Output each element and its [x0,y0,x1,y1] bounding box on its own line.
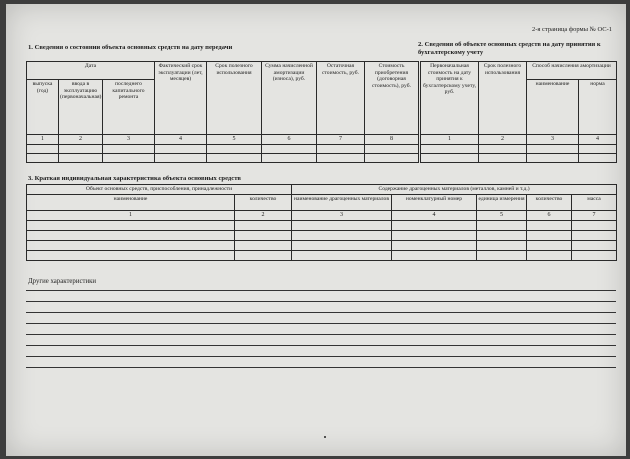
input-cell[interactable] [392,240,477,250]
column-number: 2 [479,135,527,145]
header-unit: единица измерения [477,194,527,210]
input-cell[interactable] [421,154,479,163]
header-depreciation-method: Способ начисления амортизации [527,62,617,80]
column-number: 3 [527,135,579,145]
column-number: 1 [27,210,235,220]
section1-title: 1. Сведения о состоянии объекта основных средств на дату передачи [28,44,233,51]
input-cell[interactable] [572,250,617,260]
column-number: 3 [292,210,392,220]
column-number: 2 [235,210,292,220]
input-cell[interactable] [572,220,617,230]
input-cell[interactable] [527,230,572,240]
input-cell[interactable] [392,250,477,260]
header-initial-cost: Первоначальная стоимость на дату принятия к бухгалтерскому учету, руб. [421,62,479,135]
input-cell[interactable] [27,230,235,240]
input-cell[interactable] [579,145,617,154]
input-cell[interactable] [103,145,155,154]
input-cell[interactable] [235,230,292,240]
page-label: 2-я страница формы № ОС-1 [532,26,612,33]
header-date: Дата [27,62,155,80]
input-cell[interactable] [572,240,617,250]
input-cell[interactable] [292,230,392,240]
column-number: 6 [262,135,317,145]
other-characteristics-title: Другие характеристики [28,278,97,285]
header-quantity: количество [235,194,292,210]
column-number: 4 [392,210,477,220]
input-cell[interactable] [392,230,477,240]
header-precious-name: наименование драгоценных материалов [292,194,392,210]
header-precious-quantity: количество [527,194,572,210]
header-method-name: наименование [527,80,579,135]
input-cell[interactable] [103,154,155,163]
input-cell[interactable] [527,154,579,163]
header-precious-materials: Содержание драгоценных материалов (металлов, камней и т.д.) [292,185,617,195]
input-cell[interactable] [477,240,527,250]
column-number: 4 [579,135,617,145]
column-number: 2 [59,135,103,145]
writing-line[interactable] [26,345,616,346]
input-cell[interactable] [421,145,479,154]
header-mass: масса [572,194,617,210]
section2-title: 2. Сведения об объекте основных средств на дату принятия к бухгалтерскому учету [418,41,601,56]
input-cell[interactable] [155,145,207,154]
writing-line[interactable] [26,323,616,324]
input-cell[interactable] [27,240,235,250]
input-cell[interactable] [292,250,392,260]
input-cell[interactable] [262,154,317,163]
input-cell[interactable] [292,240,392,250]
header-depreciation: Сумма начисленной амортизации (износа), руб. [262,62,317,135]
header-last-repair: последнего капитального ремонта [103,80,155,135]
input-cell[interactable] [365,145,419,154]
input-cell[interactable] [27,154,59,163]
input-cell[interactable] [155,154,207,163]
input-cell[interactable] [207,154,262,163]
input-cell[interactable] [479,145,527,154]
header-object: Объект основных средств, приспособления, принадлежности [27,185,292,195]
input-cell[interactable] [477,230,527,240]
column-number: 5 [207,135,262,145]
header-norm: норма [579,80,617,135]
input-cell[interactable] [572,230,617,240]
section1-table [26,61,419,163]
scan-speck [324,436,326,438]
column-number: 4 [155,135,207,145]
column-number: 3 [103,135,155,145]
input-cell[interactable] [479,154,527,163]
header-useful-life: Срок полезного использования [207,62,262,135]
input-cell[interactable] [527,145,579,154]
input-cell[interactable] [317,145,365,154]
input-cell[interactable] [477,220,527,230]
section2-table [420,61,617,163]
input-cell[interactable] [235,220,292,230]
column-number: 5 [477,210,527,220]
header-acquisition-cost: Стоимость приобретения (договорная стоимость), руб. [365,62,419,135]
input-cell[interactable] [27,220,235,230]
header-nomenclature: номенклатурный номер [392,194,477,210]
section3-title: 3. Краткая индивидуальная характеристика объекта основных средств [28,175,241,182]
header-release-year: выпуска (год) [27,80,59,135]
form-sheet [6,4,626,456]
header-actual-service: Фактический срок эксплуатации (лет, месяцев) [155,62,207,135]
writing-line[interactable] [26,367,616,368]
column-number: 1 [421,135,479,145]
input-cell[interactable] [235,250,292,260]
input-cell[interactable] [527,240,572,250]
column-number: 6 [527,210,572,220]
input-cell[interactable] [527,250,572,260]
header-useful-life-2: Срок полезного использования [479,62,527,135]
section3-table [26,184,617,261]
input-cell[interactable] [59,154,103,163]
input-cell[interactable] [27,250,235,260]
input-cell[interactable] [262,145,317,154]
input-cell[interactable] [527,220,572,230]
column-number: 7 [317,135,365,145]
header-residual-value: Остаточная стоимость, руб. [317,62,365,135]
input-cell[interactable] [59,145,103,154]
column-number: 8 [365,135,419,145]
writing-line[interactable] [26,290,616,291]
input-cell[interactable] [579,154,617,163]
column-number: 1 [27,135,59,145]
input-cell[interactable] [477,250,527,260]
input-cell[interactable] [235,240,292,250]
input-cell[interactable] [317,154,365,163]
writing-line[interactable] [26,301,616,302]
writing-line[interactable] [26,356,616,357]
column-number: 7 [572,210,617,220]
input-cell[interactable] [292,220,392,230]
input-cell[interactable] [27,145,59,154]
header-name: наименование [27,194,235,210]
input-cell[interactable] [365,154,419,163]
writing-line[interactable] [26,334,616,335]
header-commission-date: ввода в эксплуатацию (первоначальная) [59,80,103,135]
input-cell[interactable] [392,220,477,230]
input-cell[interactable] [207,145,262,154]
writing-line[interactable] [26,312,616,313]
